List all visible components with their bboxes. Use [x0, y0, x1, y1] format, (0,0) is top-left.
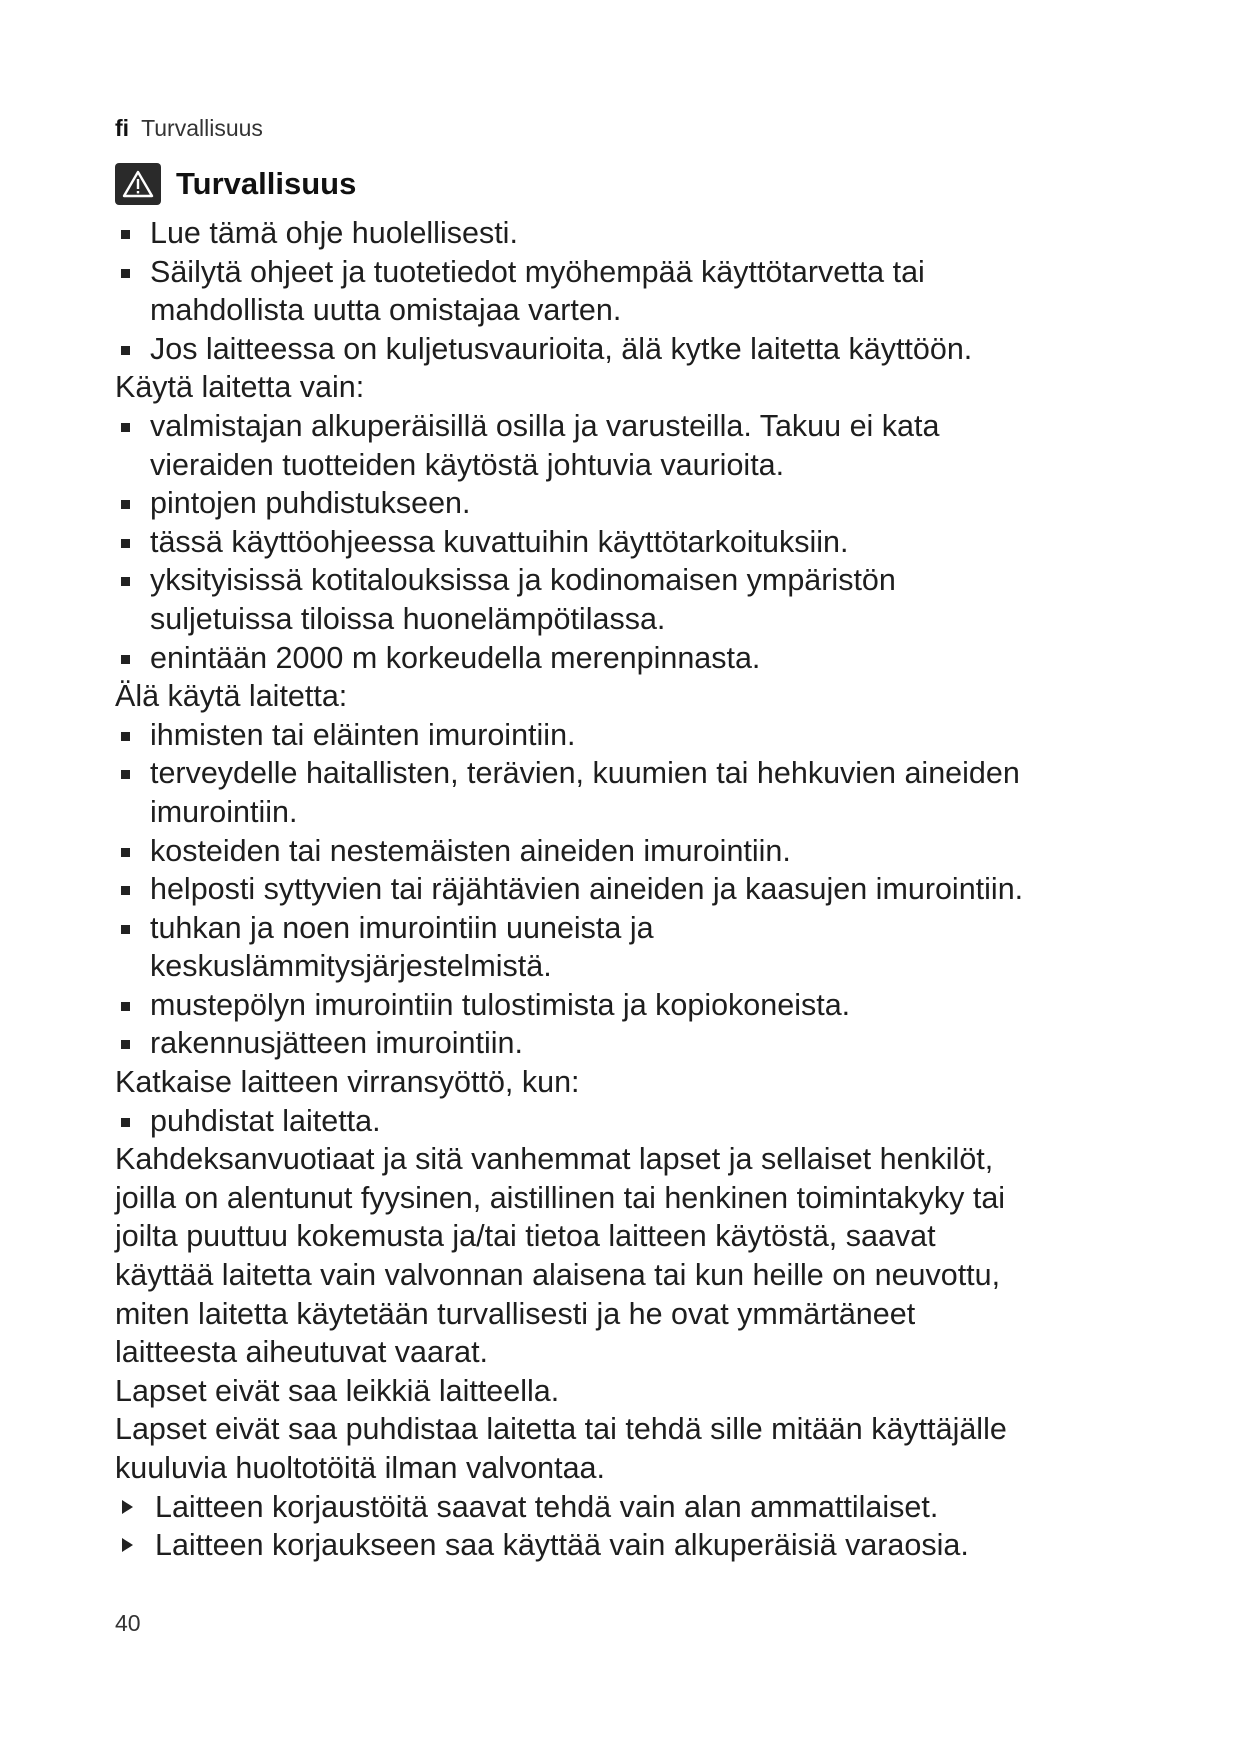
text-line: Laitteen korjaukseen saa käyttää vain alkuperäisiä varaosia.: [155, 1528, 969, 1563]
page-title: Turvallisuus: [176, 166, 357, 201]
safety-content: [115, 214, 1135, 1565]
text-line: kuuluvia huoltotöitä ilman valvontaa.: [115, 1451, 605, 1485]
page-number: 40: [115, 1610, 141, 1636]
text-line: Älä käytä laitetta:: [115, 679, 348, 714]
paragraph: [115, 1410, 1135, 1487]
bullet-item: [115, 986, 1135, 1025]
text-line: ihmisten tai eläinten imurointiin.: [150, 717, 576, 752]
text-line: Lue tämä ohje huolellisesti.: [150, 216, 518, 250]
bullet-item: [115, 754, 1135, 831]
text-line: Lapset eivät saa puhdistaa laitetta tai tehdä sille mitään käyttäjälle: [115, 1412, 1007, 1447]
bullet-item: [115, 523, 1135, 562]
bullet-item: [115, 561, 1135, 638]
text-line: rakennusjätteen imurointiin.: [150, 1026, 523, 1061]
bullet-item: [115, 1024, 1135, 1063]
paragraph: [115, 1140, 1135, 1372]
instruction-item: [115, 1488, 1135, 1527]
bullet-item: [115, 870, 1135, 909]
bullet-item: [115, 253, 1135, 330]
text-line: Säilytä ohjeet ja tuotetiedot myöhempää käyttötarvetta tai: [150, 254, 925, 289]
text-line: pintojen puhdistukseen.: [150, 486, 471, 521]
text-line: mustepölyn imurointiin tulostimista ja kopiokoneista.: [150, 987, 851, 1022]
section-name: Turvallisuus: [141, 115, 263, 141]
text-line: helposti syttyvien tai räjähtävien aineiden ja kaasujen imurointiin.: [150, 872, 1024, 907]
bullet-item: [115, 484, 1135, 523]
bullet-item: [115, 639, 1135, 678]
text-line: vieraiden tuotteiden käytöstä johtuvia vaurioita.: [150, 447, 785, 482]
text-line: tässä käyttöohjeessa kuvattuihin käyttötarkoituksiin.: [150, 524, 849, 559]
text-line: keskuslämmitysjärjestelmistä.: [150, 949, 552, 984]
text-line: suljetuissa tiloissa huonelämpötilassa.: [150, 601, 666, 636]
text-line: imurointiin.: [150, 794, 298, 829]
text-line: Lapset eivät saa leikkiä laitteella.: [115, 1373, 560, 1408]
text-line: Laitteen korjaustöitä saavat tehdä vain alan ammattilaiset.: [155, 1489, 939, 1524]
text-line: miten laitetta käytetään turvallisesti ja he ovat ymmärtäneet: [115, 1296, 916, 1331]
section-heading: [115, 163, 356, 205]
text-line: valmistajan alkuperäisillä osilla ja varusteilla. Takuu ei kata: [150, 408, 940, 443]
bullet-item: [115, 330, 1135, 369]
text-line: tuhkan ja noen imurointiin uuneista ja: [150, 910, 654, 945]
text-line: Jos laitteessa on kuljetusvaurioita, älä kytke laitetta käyttöön.: [150, 331, 973, 366]
paragraph: [115, 677, 1135, 716]
bullet-item: [115, 1102, 1135, 1141]
text-line: joilla on alentunut fyysinen, aistillinen tai henkinen toimintakyky tai: [115, 1180, 1006, 1215]
text-line: laitteesta aiheutuvat vaarat.: [115, 1335, 489, 1370]
text-line: terveydelle haitallisten, terävien, kuumien tai hehkuvien aineiden: [150, 756, 1020, 791]
text-line: Käytä laitetta vain:: [115, 370, 365, 405]
bullet-item: [115, 214, 1135, 253]
bullet-item: [115, 407, 1135, 484]
text-line: puhdistat laitetta.: [150, 1103, 381, 1138]
instruction-item: [115, 1526, 1135, 1565]
paragraph: [115, 368, 1135, 407]
bullet-item: [115, 832, 1135, 871]
paragraph: [115, 1372, 1135, 1411]
text-line: Katkaise laitteen virransyöttö, kun:: [115, 1065, 580, 1100]
paragraph: [115, 1063, 1135, 1102]
text-line: enintään 2000 m korkeudella merenpinnasta.: [150, 640, 761, 675]
text-line: Kahdeksanvuotiaat ja sitä vanhemmat lapset ja sellaiset henkilöt,: [115, 1142, 994, 1177]
text-line: käyttää laitetta vain valvonnan alaisena tai kun heille on neuvottu,: [115, 1258, 1001, 1293]
text-line: mahdollista uutta omistajaa varten.: [150, 293, 622, 328]
bullet-item: [115, 909, 1135, 986]
text-line: yksityisissä kotitalouksissa ja kodinomaisen ympäristön: [150, 563, 896, 598]
warning-triangle-icon: [115, 163, 161, 205]
page-header: [115, 114, 263, 142]
bullet-item: [115, 716, 1135, 755]
language-code: fi: [115, 115, 130, 141]
text-line: kosteiden tai nestemäisten aineiden imurointiin.: [150, 833, 791, 868]
text-line: joilta puuttuu kokemusta ja/tai tietoa laitteen käytöstä, saavat: [115, 1219, 936, 1254]
